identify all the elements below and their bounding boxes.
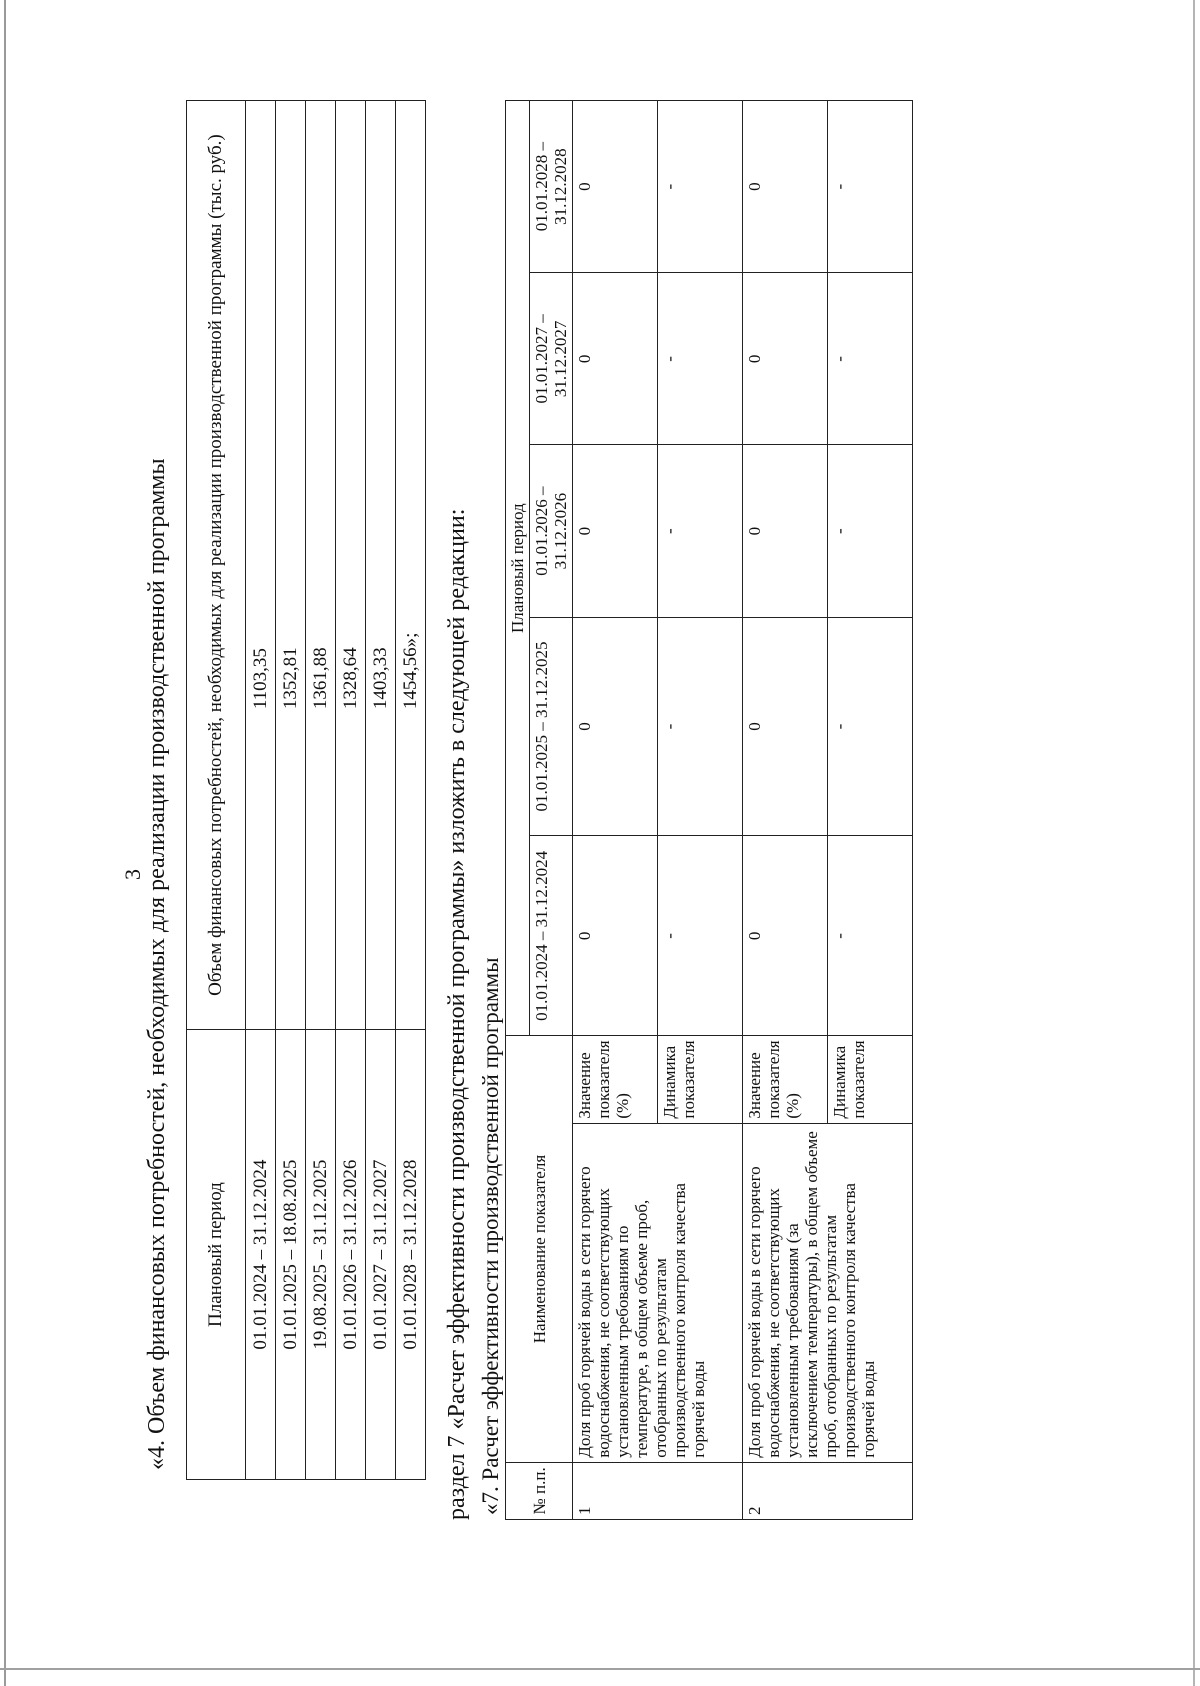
- col-period-header: Плановый период: [187, 1030, 246, 1480]
- amount-cell: 1328,64: [336, 101, 366, 1030]
- dynamics-cell: -: [658, 836, 743, 1036]
- dynamics-cell: -: [828, 445, 913, 617]
- dynamics-cell: -: [658, 445, 743, 617]
- rotated-page-content: [60, 60, 1140, 1620]
- table-row: [246, 101, 276, 1480]
- value-cell: 0: [573, 101, 658, 273]
- period-header-2025: 01.01.2025 – 31.12.2025: [530, 617, 573, 836]
- period-cell: 01.01.2024 – 31.12.2024: [246, 1030, 276, 1480]
- table-row: [366, 101, 396, 1480]
- section7-title: «7. Расчет эффективности производственной программы: [478, 957, 503, 1515]
- value-cell: 0: [743, 445, 828, 617]
- table-row: [573, 101, 658, 1520]
- period-cell: 19.08.2025 – 31.12.2025: [306, 1030, 336, 1480]
- table-row: [743, 101, 828, 1520]
- amount-cell: 1454,56»;: [396, 101, 426, 1030]
- indicator-name: Доля проб горячей воды в сети горячего водоснабжения, не соответствующих установленным требованиям по температуре, в общем объеме проб, отобранных по результатам производственного контроля качества горячей воды: [573, 1123, 743, 1462]
- efficiency-table: [505, 100, 913, 1520]
- dynamics-cell: -: [828, 101, 913, 273]
- row-number: 1: [573, 1462, 743, 1519]
- period-header-2027: 01.01.2027 – 31.12.2027: [530, 273, 573, 445]
- table-row: [336, 101, 366, 1480]
- value-cell: 0: [573, 273, 658, 445]
- dynamics-cell: -: [658, 101, 743, 273]
- value-cell: 0: [743, 273, 828, 445]
- period-cell: 01.01.2028 – 31.12.2028: [396, 1030, 426, 1480]
- amount-cell: 1352,81: [276, 101, 306, 1030]
- page-number: 3: [120, 869, 145, 880]
- col-amount-header: Объем финансовых потребностей, необходимых для реализации производственной программы (тыс. руб.): [187, 101, 246, 1030]
- value-cell: 0: [573, 445, 658, 617]
- section7-intro: раздел 7 «Расчет эффективности производственной программы» изложить в следующей редакции:: [444, 508, 470, 1520]
- value-cell: 0: [743, 617, 828, 836]
- indicator-name: Доля проб горячей воды в сети горячего водоснабжения, не соответствующих установленным требованиям (за исключением температуры), в общем объеме проб, отобранных по результатам производственного контроля качества горячей воды: [743, 1123, 913, 1462]
- dynamics-cell: -: [658, 273, 743, 445]
- period-cell: 01.01.2025 – 18.08.2025: [276, 1030, 306, 1480]
- dynamics-label: Динамика показателя: [828, 1036, 913, 1123]
- table-row: [396, 101, 426, 1480]
- value-cell: 0: [573, 836, 658, 1036]
- dynamics-cell: -: [828, 617, 913, 836]
- dynamics-cell: -: [828, 273, 913, 445]
- period-header-2028: 01.01.2028 – 31.12.2028: [530, 101, 573, 273]
- scan-bottom-edge: [0, 1668, 1200, 1670]
- value-cell: 0: [743, 101, 828, 273]
- value-label: Значение показателя (%): [743, 1036, 828, 1123]
- dynamics-cell: -: [828, 836, 913, 1036]
- table-row: [276, 101, 306, 1480]
- value-label: Значение показателя (%): [573, 1036, 658, 1123]
- section4-title: «4. Объем финансовых потребностей, необходимых для реализации производственной программы: [144, 458, 170, 1470]
- period-header-2026: 01.01.2026 – 31.12.2026: [530, 445, 573, 617]
- scan-left-edge: [4, 0, 6, 1686]
- col-num-header: № п.п.: [506, 1462, 573, 1519]
- financial-table-header: [187, 101, 246, 1480]
- efficiency-header-row-1: [506, 101, 530, 1520]
- col-name-header: Наименование показателя: [506, 1036, 573, 1462]
- period-cell: 01.01.2027 – 31.12.2027: [366, 1030, 396, 1480]
- value-cell: 0: [573, 617, 658, 836]
- col-period-group-header: Плановый период: [506, 101, 530, 1036]
- dynamics-cell: -: [658, 617, 743, 836]
- amount-cell: 1403,33: [366, 101, 396, 1030]
- period-cell: 01.01.2026 – 31.12.2026: [336, 1030, 366, 1480]
- period-header-2024: 01.01.2024 – 31.12.2024: [530, 836, 573, 1036]
- dynamics-label: Динамика показателя: [658, 1036, 743, 1123]
- amount-cell: 1103,35: [246, 101, 276, 1030]
- amount-cell: 1361,88: [306, 101, 336, 1030]
- scan-right-edge: [1193, 0, 1195, 1686]
- value-cell: 0: [743, 836, 828, 1036]
- row-number: 2: [743, 1462, 913, 1519]
- table-row: [306, 101, 336, 1480]
- financial-needs-table: [186, 100, 426, 1480]
